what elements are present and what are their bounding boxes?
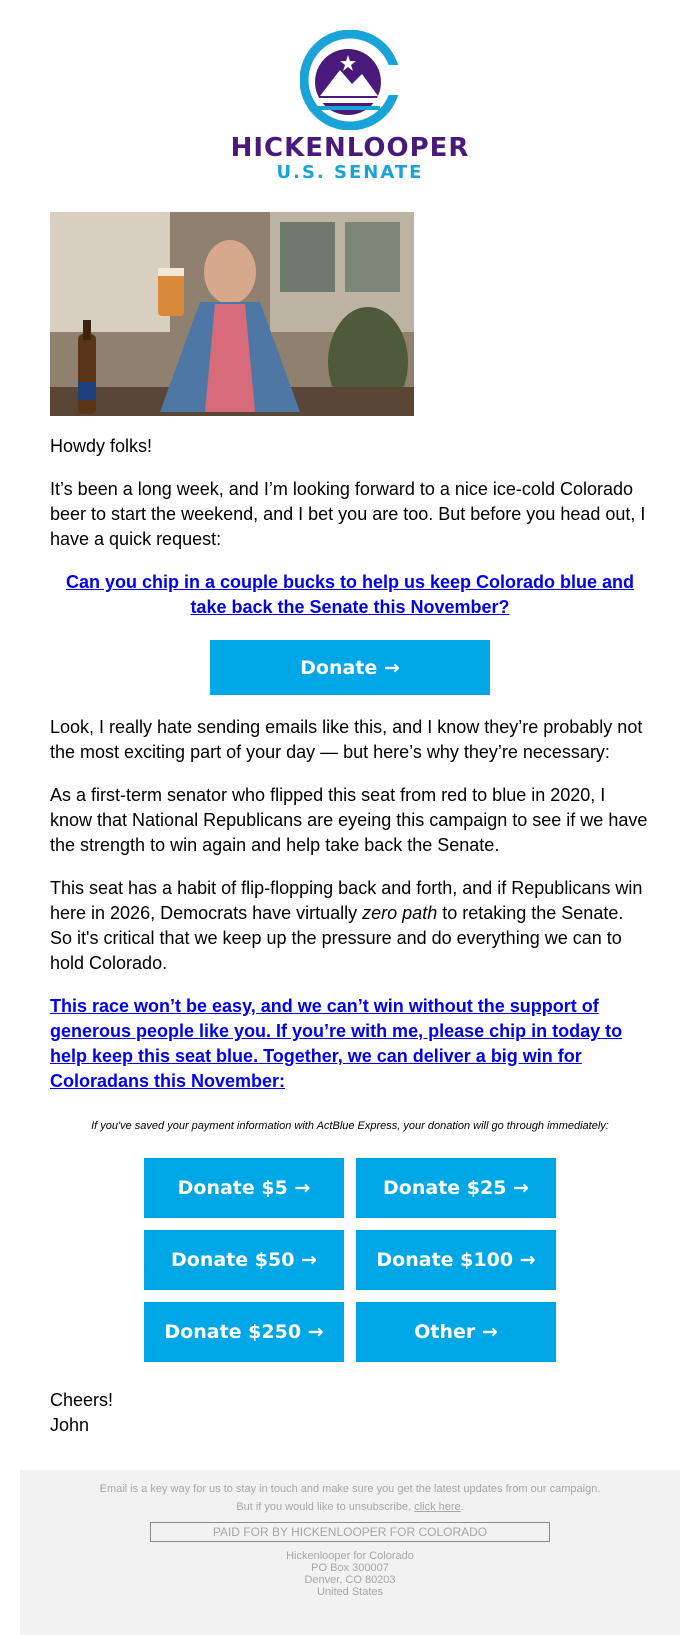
footer-unsubscribe-suffix: . xyxy=(460,1501,464,1513)
signoff: Cheers! xyxy=(50,1390,114,1410)
donate-50-button[interactable]: Donate $50 → xyxy=(144,1230,344,1290)
donation-amount-grid xyxy=(50,1158,650,1362)
address-line: Denver, CO 80203 xyxy=(304,1574,396,1586)
footer-line-2 xyxy=(20,1498,680,1516)
seat-paragraph xyxy=(50,876,650,976)
donate-25-button[interactable]: Donate $25 → xyxy=(356,1158,556,1218)
seat-paragraph-part-1: This seat has a habit of flip-flopping back and forth, and if Republicans win here in 2026, Democrats have virtually xyxy=(50,878,643,923)
donate-5-button[interactable]: Donate $5 → xyxy=(144,1158,344,1218)
donate-250-button[interactable]: Donate $250 → xyxy=(144,1302,344,1362)
seat-paragraph-part-2: to retaking the Senate. So it's critical that we keep up the pressure and do everything we can to hold Colorado. xyxy=(50,903,624,973)
donate-100-button[interactable]: Donate $100 → xyxy=(356,1230,556,1290)
intro-paragraph: It’s been a long week, and I’m looking forward to a nice ice-cold Colorado beer to start the weekend, and I bet you are too. But before you head out, I have a quick request: xyxy=(50,479,646,549)
donate-other-button[interactable]: Other → xyxy=(356,1302,556,1362)
unsubscribe-link[interactable]: click here xyxy=(414,1501,461,1513)
donate-button[interactable]: Donate → xyxy=(210,640,490,695)
greeting: Howdy folks! xyxy=(50,436,153,456)
paid-for-disclaimer: PAID FOR BY HICKENLOOPER FOR COLORADO xyxy=(150,1522,550,1542)
address-line: PO Box 300007 xyxy=(311,1562,389,1574)
campaign-logo xyxy=(0,30,700,184)
why-paragraph: Look, I really hate sending emails like this, and I know they’re probably not the most exciting part of your day — but here’s why they’re necessary: xyxy=(50,717,643,762)
address-line: Hickenlooper for Colorado xyxy=(286,1550,414,1562)
ask-donate-link[interactable]: Can you chip in a couple bucks to help us keep Colorado blue and take back the Senate this November? xyxy=(65,572,635,617)
footer-address xyxy=(20,1550,680,1598)
logo-subtitle: U.S. SENATE xyxy=(276,162,424,183)
logo-mountain-emblem-icon xyxy=(300,30,400,130)
hero-photo xyxy=(50,212,414,416)
zero-path-emphasis: zero path xyxy=(362,903,438,923)
senator-paragraph: As a first-term senator who flipped this seat from red to blue in 2020, I know that National Republicans are eyeing this campaign to see if we have the strength to win again and help take back the Senate. xyxy=(50,785,648,855)
actblue-note: If you've saved your payment information with ActBlue Express, your donation will go through immediately: xyxy=(91,1120,609,1132)
hero-image[interactable] xyxy=(50,212,414,416)
signature: John xyxy=(50,1415,90,1435)
support-donate-link[interactable]: This race won’t be easy, and we can’t win without the support of generous people like you. If you’re with me, please chip in today to help keep this seat blue. Together, we can deliver a big win for Coloradans this November: xyxy=(50,996,623,1091)
address-line: United States xyxy=(316,1586,384,1598)
footer-line-1: Email is a key way for us to stay in touch and make sure you get the latest updates from our campaign. xyxy=(99,1483,601,1495)
footer-unsubscribe-prefix: But if you would like to unsubscribe, xyxy=(236,1501,412,1513)
email-footer xyxy=(20,1470,680,1635)
logo-name: HICKENLOOPER xyxy=(230,133,470,163)
